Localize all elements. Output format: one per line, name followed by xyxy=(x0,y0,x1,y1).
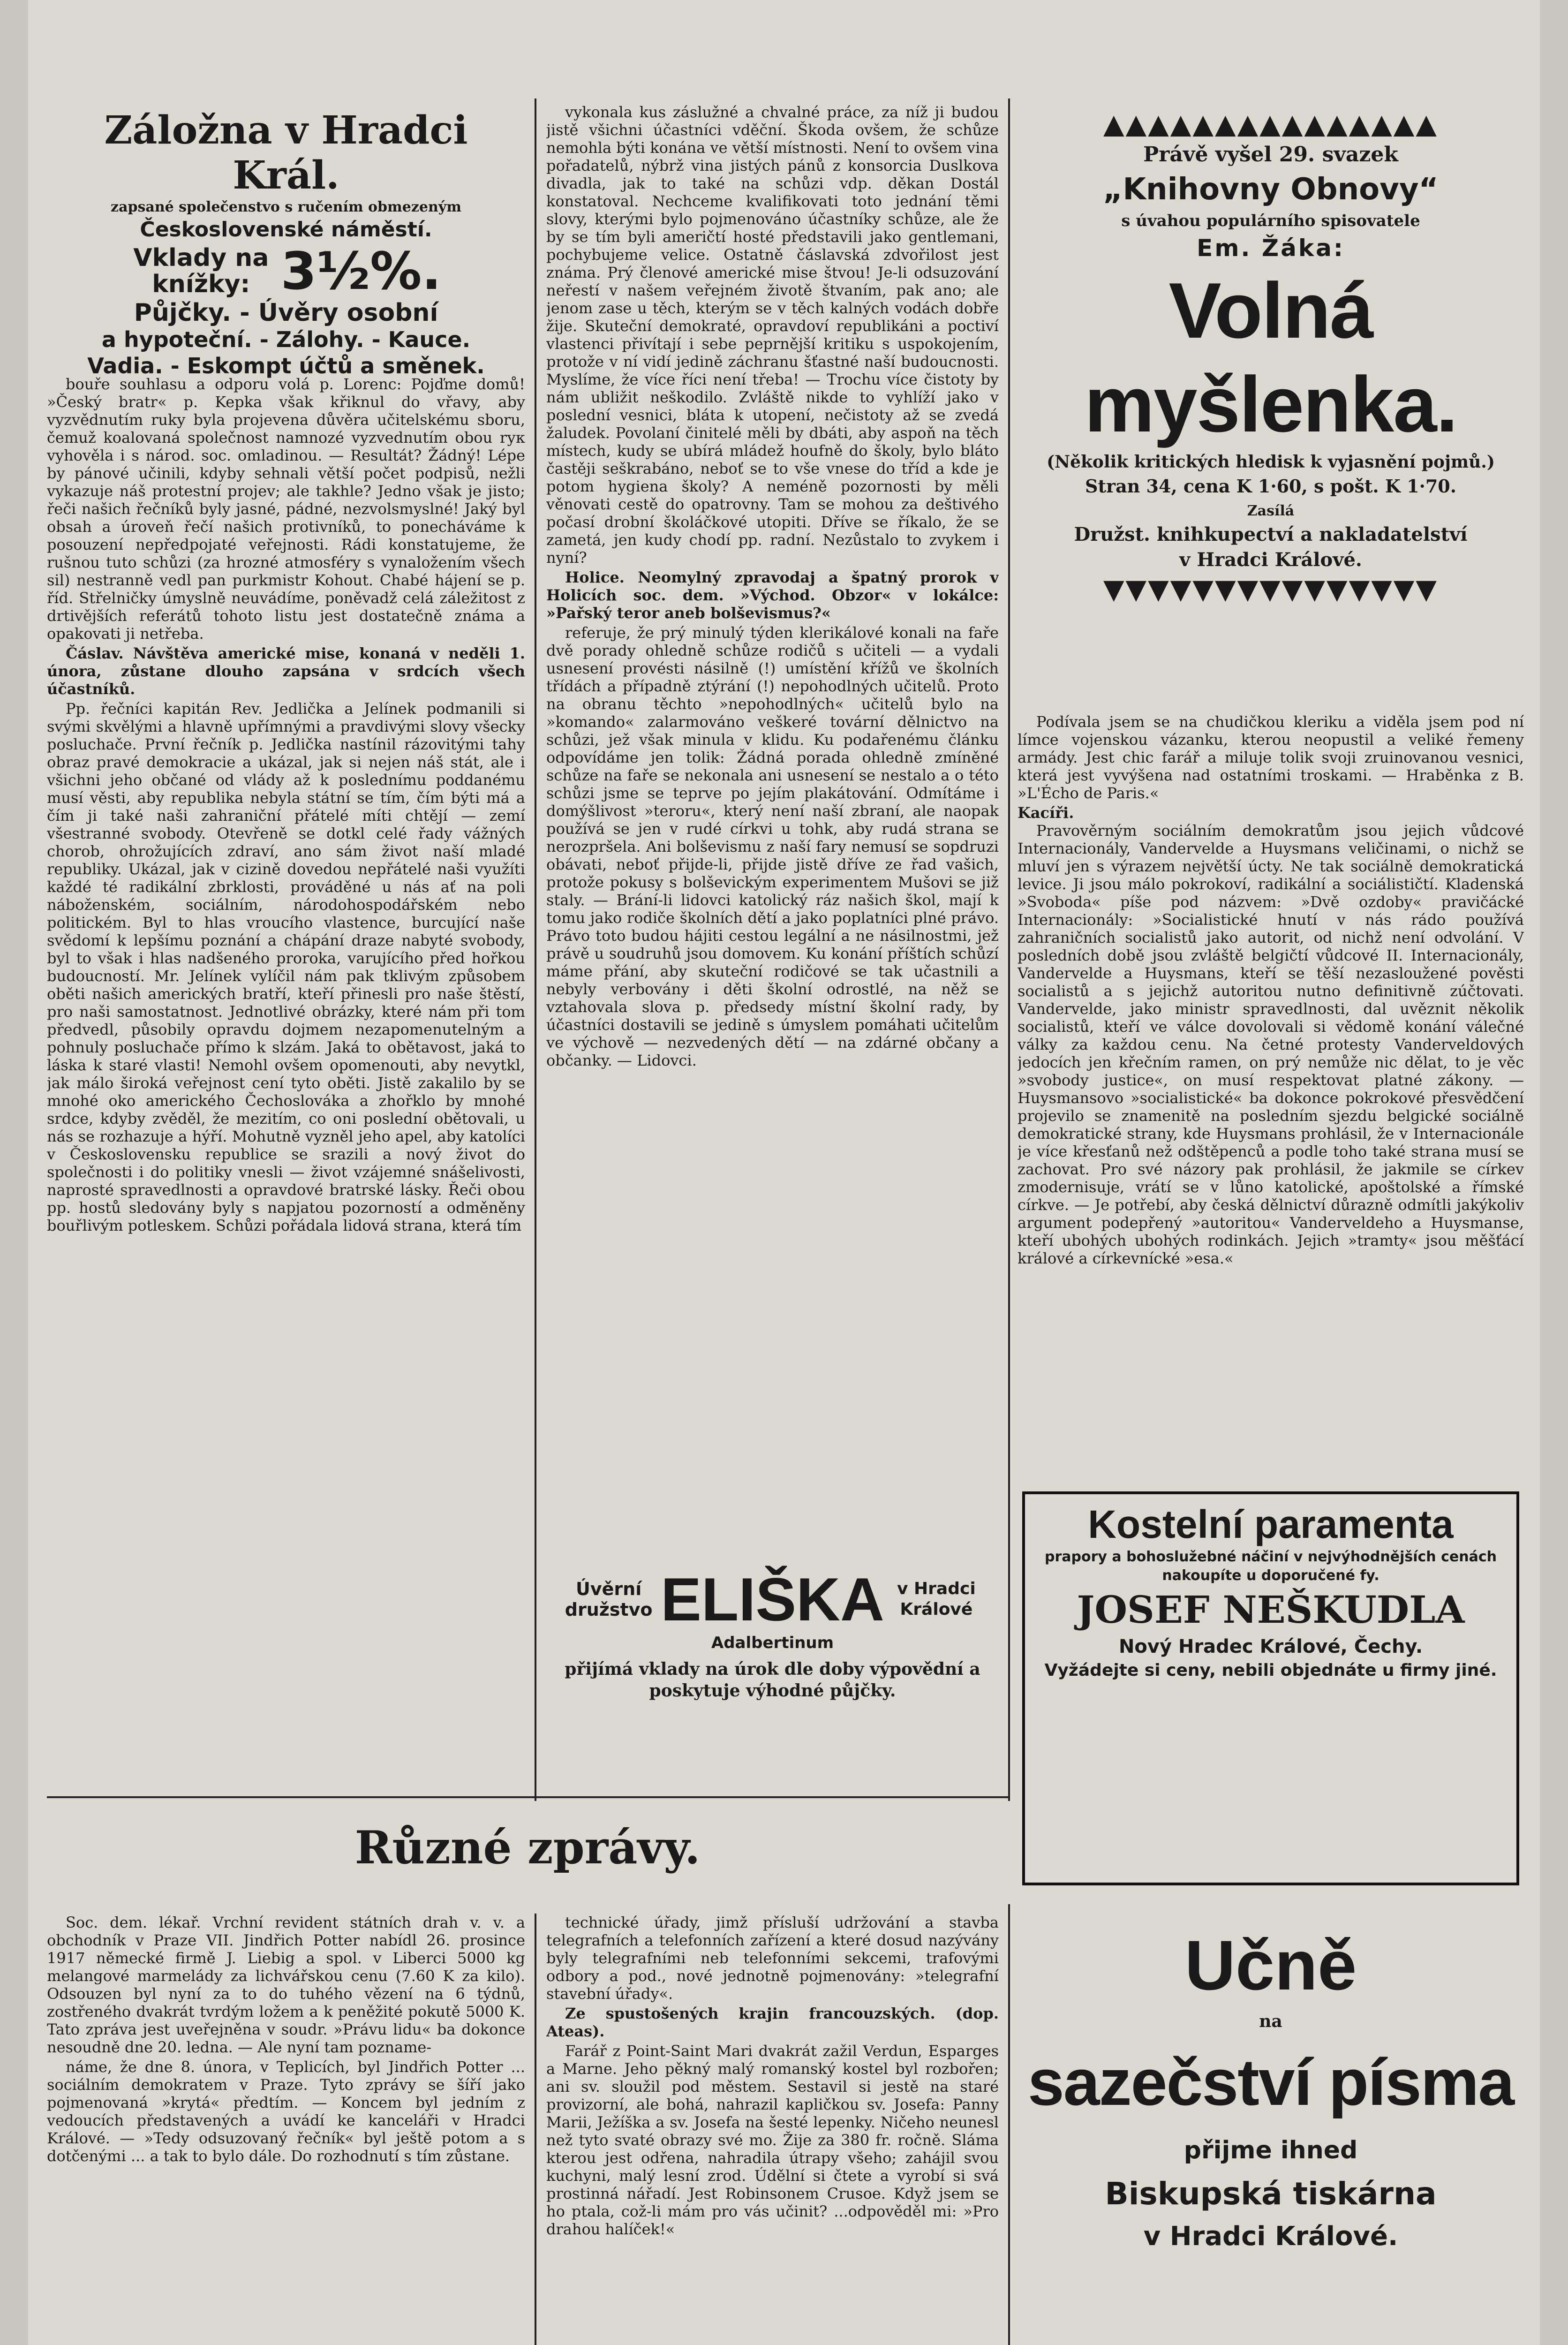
article-heading: Holice. Neomylný zpravodaj a špatný prorok v Holicích soc. dem. »Východ. Obzor« v lokálce: »Pařský teror aneb bolševismus?« xyxy=(546,568,999,622)
article-text: Soc. dem. lékař. Vrchní revident státních drah v. v. a obchodník v Praze VII. Jindřich Potter nabídl 26. prosince 1917 německé firmě J. Liebig a spol. v Liberci 5000 kg melangové marmelády za lichvářskou cenu (7.60 K za kilo). Odsouzen byl nyní za to do tuhého vězení na 6 týdnů, zostřeného dvakrát tvrdým ložem a k peněžité pokutě 5000 K. Tato zpráva jest uveřejněna v soudr. »Právu lidu« ba dokonce nesoudně dne 20. ledna. — Ale nyní tam pozname- xyxy=(47,1914,525,2056)
ad-knihovna-line7: v Hradci Králové. xyxy=(1179,549,1362,571)
ad-zalozna-rate: 3½%. xyxy=(280,241,442,301)
ad-ucne-line3: přijme ihned xyxy=(1184,2136,1358,2164)
ad-neskudla xyxy=(1022,1491,1519,1885)
article-text: náme, že dne 8. února, v Teplicích, byl Jindřich Potter ... sociálním demokratem v Praze. Tyto zprávy se šíří jako pojmenovaná »krytá« předtím. — Koncem byl jedním z vedoucích představených a uvádí ke kanceláři v Hradci Králové. — »Tedy odsuzovaný řečník« byl ještě potom a s dotčenými ... a tak to bylo dále. Do rozhodnutí s tím zůstane. xyxy=(47,2058,525,2165)
ad-eliska-sub: Adalbertinum xyxy=(711,1634,834,1652)
ad-neskudla-title: Kostelní paramenta xyxy=(1088,1502,1454,1546)
ad-neskudla-line2: Vyžádejte si ceny, nebili objednáte u firmy jiné. xyxy=(1044,1661,1497,1680)
column-2 xyxy=(546,103,999,1548)
ad-ucne-line4: Biskupská tiskárna xyxy=(1105,2176,1437,2212)
ad-knihovna-line2: s úvahou populárního spisovatele xyxy=(1121,212,1420,230)
ad-knihovna-line1: Právě vyšel 29. svazek xyxy=(1143,143,1398,166)
ad-zalozna-line5: Vadia. - Eskompt účtů a směnek. xyxy=(87,353,485,378)
article-text: bouře souhlasu a odporu volá p. Lorenc: Pojďme domů! »Český bratr« p. Kepka však křiknul do vřavy, aby vyzvědnutím ruky byla projevena důvěra učitelskému sboru, čemuž koalovaná společnost namnozé vyzvednutím obou rук vyhověla i s národ. soc. omladinou. — Resultát? Žádný! Lépe by pánové učinili, kdyby sehnali větší počet podpisů, nežli vykazuje náš protestní projev; ale takhle? Jedno však je jisto; řeči našich řečníků byly jasné, pádné, nezvolsmyslné! Jaký byl obsah a úroveň řečí našich protivníků, to ponecháváme k posouzení nepředpojaté veřejnosti. Rádi konstatujeme, že rušnou tuto schůzi (za hrozné atmosféry s vynaložením všech sil) nestranně vedl pan purkmistr Kohout. Chabé hájení se p. říd. Střelničky úmyslně neuvádíme, poněvadž celá záležitost z drtivějších referátů tohoto listu jest dostatečně známa a opakovati ji netřeba. xyxy=(47,375,525,643)
section-rule xyxy=(47,1796,1008,1798)
article-text: Pp. řečníci kapitán Rev. Jedlička a Jelínek podmanili si svými skvělými a hlavně upřímnými a pravdivými slovy všecky posluchače. První řečník p. Jedlička nastínil rázovitými tahy obraz pravé demokracie a ukázal, jak si nejen náš stát, ale i všichni jeho občané od vlády až k poslednímu poddanému musí věsti, aby republika nebyla státní se tím, čím býti má a čím ji také naši zahraniční přátelé míti chtějí — zemí všestranné svobody. Otevřeně se dotkl celé řady vážných chorob, ohrožujících zdraví, ano sám život naší mladé republiky. Ukázal, jak v cizině dovedou nepřátelé naši využíti každé té radikální zbrklosti, prováděné u nás ať na poli náboženském, sociálním, národohospodářském nebo politickém. Byl to hlas vroucího vlastence, burcující naše svědomí k lepšímu poznání a chápání draze nabyté svobody, byl to však i hlas nadšeného proroka, varujícího před hořkou budoucností. Mr. Jelínek vylíčil nám pak tklivým způsobem oběti našich amerických bratří, kteří přinesli pro naše štěstí, pro naši samostatnost. Jednotlivé obrázky, které nám při tom předvedl, působily opravdu dojmem nezapomenutelným a pohnuly posluchače přímo k slzám. Jaká to obětavost, jaká to láska k staré vlasti! Nemohl ovšem opomenouti, aby nevytkl, jak málo široká veřejnost cení tyto oběti. Jistě zakalilo by se mnohé oko amerického Čechoslováka a zhořklo by mnohé srdce, kdyby zvěděl, že mezitím, co oni poslední obětovali, u nás se rozhazuje a hýří. Mohutně vyzněl jeho apel, aby katolíci v Československu republice se srazili a nový život do společnosti i do politiky vnesli — život vzájemné snášelivosti, naprosté spravedlnosti a opravdové bratrské lásky. Řeči obou pp. hostů sledovány byly s napjatou pozorností a odměněny bouřlivým potleskem. Schůzi pořádala lidová strana, která tím xyxy=(47,700,525,1234)
article-text: Podívala jsem se na chudičkou kleriku a viděla jsem pod ní límce vojenskou vázanku, kterou neopustil a veliké řemeny armády. Jest chic farář a miluje tolik svoji zruinovanou vesnici, která jest vyvýšena nad ostatními troskami. — Hraběnka z B. »L'Écho de Paris.« xyxy=(1018,713,1524,802)
ad-knihovna-line5: Zasílá xyxy=(1247,503,1295,519)
ad-ucne-line2: sazečství písma xyxy=(1027,2045,1514,2119)
ad-eliska-right: v Hradci Králové xyxy=(897,1579,976,1619)
column-3 xyxy=(1018,713,1524,1473)
section-header-ruzne: Různé zprávy. xyxy=(354,1821,701,1874)
column-rule xyxy=(535,98,536,1801)
ad-zalozna-line2: Československé náměstí. xyxy=(140,218,432,242)
ad-knihovna-top-triangles: ▲▲▲▲▲▲▲▲▲▲▲▲▲▲▲ xyxy=(1103,108,1439,140)
article-text: Pravověrným sociálním demokratům jsou jejich vůdcové Internacionály, Vandervelde a Huysmans veličinami, o nichž se mluví jen s výrazem největší úcty. Ne tak sociálně demokratická levice. Ji jsou málo pokrokoví, radikální a sociálističtí. Kladenská »Svoboda« píše pod názvem: »Dvě ozdoby« pravičácké Internacionály: »Socialistické hnutí v nás rádo používá zahraničních socialistů jako autorit, od nichž není odvolání. V posledních době jsou zvláště belgičtí vůdcové II. Internacionály, Vandervelde a Huysmans, kteří se těší nezasloužené pověsti socialistů a s jejichž autoritou nutno definitivně zúčtovati. Vandervelde, jako ministr spravedlnosti, dal uvěznit několik socialistů, kteří ve válce dovolovali si vědomě konání válečné války za každou cenu. Na četné protesty Vanderveldových jedocích jen křečním ramen, on prý nemůže nic dělat, to je věc »svobody justice«, on musí respektovat platné zákony. — Huysmansovo »socialistické« ba dokonce pokrokové přesvědčení projevilo se znamenitě na posledním sjezdu belgické sociálně demokratické strany, kde Huysmans prohlásil, že v Internacionále je více křesťanů než odštěpenců a podle toho také strana musí se zachovat. Pro své názory pak prohlásil, že jakmile se církev zmodernisuje, vrátí se v lůno katolické, apoštolské a římské církve. — Je potřebí, aby česká dělnictví důrazně odmítli jakýkoliv argument podepřený »autoritou« Vanderveldeho a Huysmanse, kteří ubohých ubohých rodinkách. Jejich »tramty« jsou měšťácí králové a církevnícké »esa.« xyxy=(1018,822,1524,1267)
ad-ucne-line1: na xyxy=(1259,2012,1282,2031)
ad-ucne-line5: v Hradci Králové. xyxy=(1143,2221,1398,2252)
ad-knihovna xyxy=(1018,108,1524,699)
ad-zalozna-vklady xyxy=(47,243,525,299)
ad-zalozna xyxy=(47,108,525,378)
ad-knihovna-bottom-triangles: ▼▼▼▼▼▼▼▼▼▼▼▼▼▼▼ xyxy=(1103,573,1439,605)
ad-neskudla-line1: prapory a bohoslužebné náčiní v nejvýhodnějších cenách nakoupíte u doporučené fy. xyxy=(1045,1549,1497,1584)
ad-knihovna-title: Volná myšlenka. xyxy=(1084,266,1457,448)
ad-zalozna-title: Záložna v Hradci Král. xyxy=(104,108,468,198)
article-text: referuje, že prý minulý týden klerikálové konali na faře dvě porady ohledně schůze rodičů s učiteli — a vydali usnesení provésti násilně (!) umístění křížů ve školních třídách a případně ztýrání (!) nepohodlných učitelů. Proto na obranu těchto »nepohodlných« učitelů bylo na »komando« zalarmováno veškeré tovární dělnictvo na schůzi, jež však minula v klidu. Ku podařenému článku odpovídáme jen tolik: Žádná porada ohledně zmíněné schůze na faře se nekonala ani usnesení se nestalo a o této schůzi jsme se teprve po jejím plakátování. Odmítáme i domýšlivost »teroru«, který není naší zbraní, ale naopak používá se jen v rudé církvi u tohk, aby rudá strana se nerozpršela. Ani bolševismu z naší fary nemusí se sopdruzi obávati, neboť přijde-li, přijde jistě dříve ze řad vašich, protože pokusy s bolševickým experimentem Mušovi se již staly. — Brání-li lidovci katolický ráz našich škol, mají k tomu jako rodiče školních dětí a jako poplatníci plné právo. Právo toto budou hájiti cestou legální a ne násilnostmi, jež právě u soudruhů jsou domovem. Ku konání příštích schůzí máme přání, aby skuteční rodičové se tak učastnili a nebyly verbovány i děti školní odrostlé, na něž se vztahovala slova p. předsedy místní školní rady, by účastníci dostavili se jedině s úmyslem pomáhati učitelům ve výchově — nezvedených dětí — na zdárné občany a občanky. — Lidovci. xyxy=(546,624,999,1069)
ad-eliska-header xyxy=(546,1566,999,1632)
ad-eliska-text: přijímá vklady na úrok dle doby výpovědní a poskytuje výhodné půjčky. xyxy=(565,1659,980,1701)
ad-knihovna-line3: (Několik kritických hledisk k vyjasnění pojmů.) xyxy=(1047,452,1495,472)
ad-zalozna-vklady-label: Vklady na knížky: xyxy=(133,244,269,298)
article-text: technické úřady, jimž přísluší udržování a stavba telegrafních a telefonních zařízení a které dosud nazývány byly telegrafními neb telefonními sekcemi, trafovými odbory a pod., nové jednotně pojmenovány: »telegrafní stavební úřady«. xyxy=(546,1914,999,2003)
ad-eliska-name: ELIŠKA xyxy=(661,1565,884,1634)
newspaper-page xyxy=(28,0,1540,2345)
column-rule xyxy=(1008,98,1010,1801)
article-heading: Čáslav. Návštěva americké mise, konaná v neděli 1. února, zůstane dlouho zapsána v srdcích všech účastníků. xyxy=(47,644,525,698)
ad-eliska-left: Úvěrní družstvo xyxy=(565,1579,653,1620)
article-text: Farář z Point-Saint Mari dvakrát zažil Verdun, Esparges a Marne. Jeho pěkný malý romanský kostel byl rozbořen; ani sv. sloužil pod městem. Sestavil si jestě na staré provizorní, ale bohá, nahrazil kapličkou sv. Josefa: Panny Marii, Ježíška a sv. Josefa na šesté lepenky. Ničeho neunesl než tyto svaté obrazy své mo. Žije za 380 fr. ročně. Sláma kterou jest odřena, nahradila útrapy všeho; zahájil svou kuchyni, malý lesní zrod. Údělní si čtete a vyrobí si svá prostinná nářadí. Jest Robinsonem Crusoe. Když jsem se ho ptala, což-li mám pro vás učinit? ...odpověděl mi: »Pro drahou halíček!« xyxy=(546,2042,999,2238)
ad-knihovna-author: Em. Žáka: xyxy=(1197,234,1345,262)
ad-knihovna-line4: Stran 34, cena K 1·60, s pošt. K 1·70. xyxy=(1085,476,1456,497)
ad-ucne xyxy=(1018,1904,1524,2345)
ad-neskudla-name: JOSEF NEŠKUDLA xyxy=(1077,1588,1465,1632)
ad-neskudla-place: Nový Hradec Králové, Čechy. xyxy=(1118,1636,1423,1657)
article-text: vykonala kus záslužné a chvalné práce, za níž ji budou jistě všichni účastníci vděční. Škoda ovšem, že schůze nemohla býti konána ve větší místnosti. Není to ovšem vina pořadatelů, nýbrž vina jistých pánů z konsorcia Duslkova divadla, jak to také na schůzi vdp. děkan Dostál konstatoval. Nechceme kvalifikovati toto jednání těmi slovy, kterými bylo pojmenováno účastníky schůze, ale že by se tím byli američtí hosté představili jako gentlemani, pochybujeme velice. Ostatně čáslavská zdvořilost jest známa. Prý členové americké mise štvou! Je-li odsuzování neřestí v našem veřejném životě štvaním, pak ano; ale jenom zase u těch, kterým se v těch kalných vodách dobře žije. Skuteční demokraté, opravdoví republikáni a poctiví vlastenci přivítají i sebe peprnější kritiku s uspokojením, protože v ní vidí jedině záchranu šťastné naší budoucnosti. Myslíme, že více říci není třeba! — Trochu více čistoty by nám ubližit neškodilo. Zvláště nikde to vyhlíží jako v poslední vesnici, bláta k utopení, nečistoty až se zvedá žaludek. Povolaní činitelé měli by dbáti, aby aspoň na těch místech, kudy se ubírá mládež houfně do školy, bylo bláto častěji seškrabáno, neboť se to vše vnese do tříd a kde je potom hygiena školy? A neméně pozornosti by měli věnovati cestě do opatrovny. Tam se mohou za deštivého počasí drobní školáčkové utopiti. Dříve se říkalo, že se zametá, jen kudy chodí pp. radní. Nezůstalo to zvykem i nyní? xyxy=(546,103,999,567)
ad-zalozna-line3: Půjčky. - Úvěry osobní xyxy=(134,299,438,327)
ad-zalozna-line4: a hypoteční. - Zálohy. - Kauce. xyxy=(101,327,471,352)
column-rule xyxy=(1008,1904,1010,2345)
article-heading: Kacíři. xyxy=(1018,804,1074,822)
column-rule xyxy=(535,1914,536,2345)
column-4 xyxy=(47,1914,525,2345)
ad-ucne-title: Učně xyxy=(1184,1926,1357,2005)
ad-zalozna-line1: zapsané společenstvo s ručením obmezeným xyxy=(111,199,461,215)
column-5 xyxy=(546,1914,999,2345)
ad-eliska xyxy=(546,1566,999,1782)
ad-knihovna-line6: Družst. knihkupectví a nakladatelství xyxy=(1074,523,1468,545)
column-1 xyxy=(47,375,525,1792)
ad-knihovna-series: „Knihovny Obnovy“ xyxy=(1103,172,1439,207)
article-heading: Ze spustošených krajin francouzských. (dop. Ateas). xyxy=(546,2005,999,2040)
